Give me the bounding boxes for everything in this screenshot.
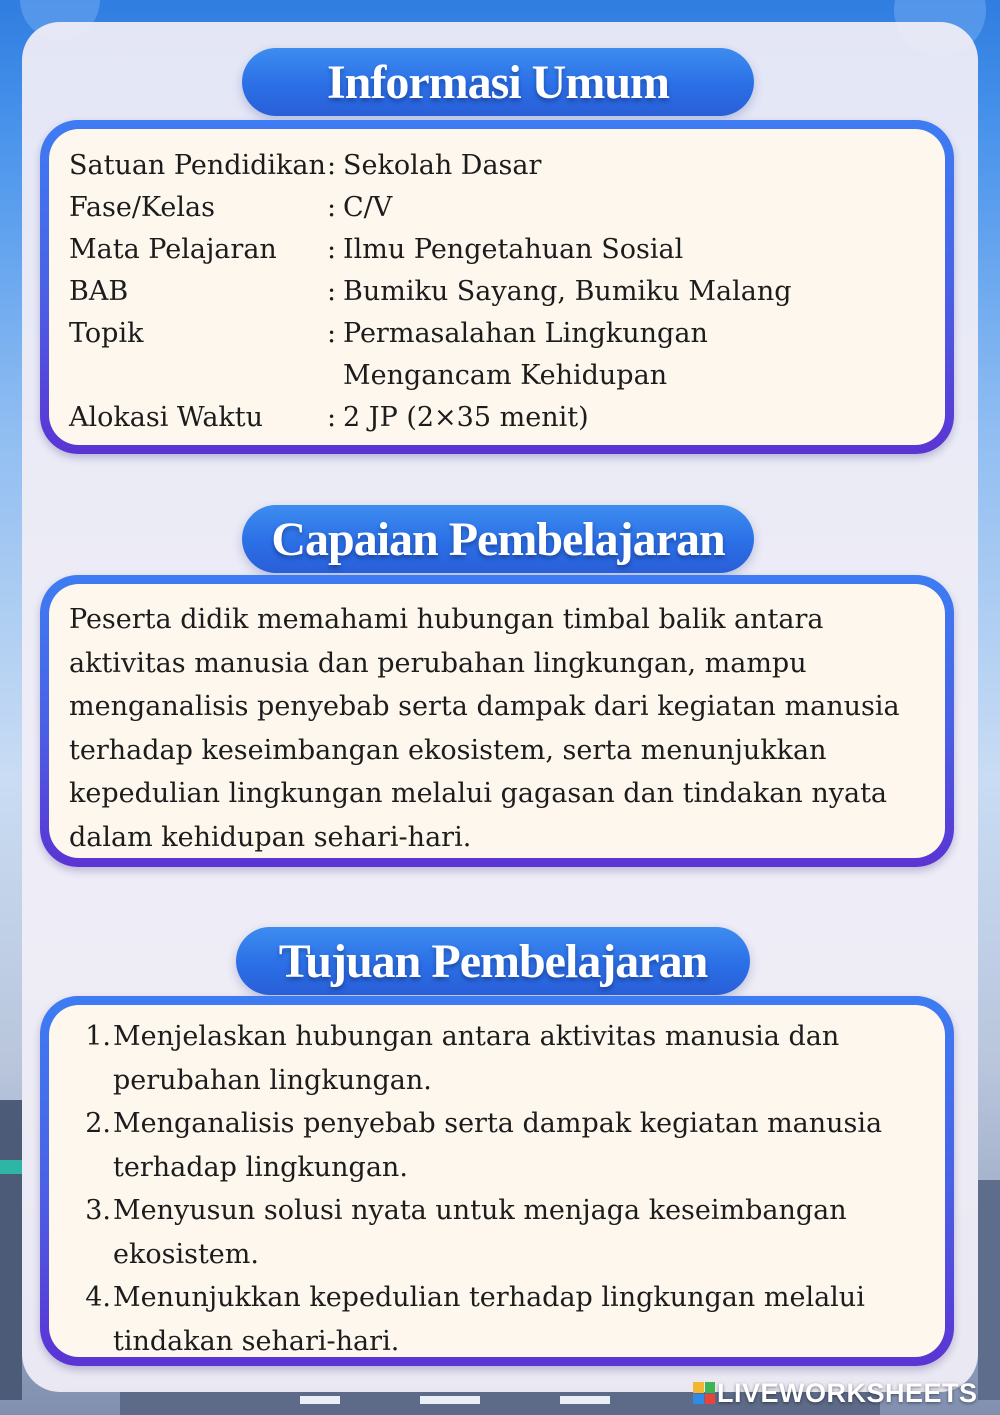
info-row-topik [69, 313, 883, 397]
info-value: C/V [343, 192, 393, 223]
list-item-text: Menjelaskan hubungan antara aktivitas manusia dan perubahan lingkungan. [113, 1021, 840, 1096]
tujuan-heading-text: Tujuan Pembelajaran [278, 934, 708, 988]
info-value: Sekolah Dasar [343, 150, 542, 181]
informasi-umum-box-inner [49, 129, 945, 445]
info-label: Topik [69, 318, 144, 349]
list-item-text: Menyusun solusi nyata untuk menjaga keseimbangan ekosistem. [113, 1195, 847, 1270]
tujuan-heading [236, 927, 750, 995]
list-item-number: 2. [85, 1108, 111, 1139]
liveworksheets-logo-icon [693, 1382, 715, 1404]
capaian-heading [242, 505, 754, 573]
info-colon: : [327, 192, 337, 223]
list-item-text: Menunjukkan kepedulian terhadap lingkungan melalui tindakan sehari-hari. [113, 1282, 865, 1357]
info-value: Ilmu Pengetahuan Sosial [343, 234, 684, 265]
tujuan-list [77, 1015, 905, 1363]
info-row-fase [69, 187, 883, 229]
list-item [77, 1189, 905, 1276]
info-label: Fase/Kelas [69, 192, 215, 223]
list-item [77, 1015, 905, 1102]
list-item [77, 1276, 905, 1363]
informasi-umum-heading [242, 48, 754, 116]
info-colon: : [327, 234, 337, 265]
list-item-number: 1. [85, 1021, 111, 1052]
info-colon: : [327, 318, 337, 349]
info-colon: : [327, 150, 337, 181]
info-row-bab [69, 271, 883, 313]
info-row-alokasi [69, 397, 883, 439]
info-row-mapel [69, 229, 883, 271]
capaian-box-inner [49, 584, 945, 858]
tujuan-box-inner [49, 1005, 945, 1357]
list-item [77, 1102, 905, 1189]
info-label: Satuan Pendidikan [69, 150, 326, 181]
list-item-number: 4. [85, 1282, 111, 1313]
info-colon: : [327, 402, 337, 433]
info-label: Mata Pelajaran [69, 234, 277, 265]
info-colon: : [327, 276, 337, 307]
tujuan-box [40, 996, 954, 1366]
info-value: Bumiku Sayang, Bumiku Malang [343, 276, 792, 307]
info-value: 2 JP (2×35 menit) [343, 402, 589, 433]
info-value: Permasalahan Lingkungan Mengancam Kehidupan [343, 318, 708, 391]
capaian-text: Peserta didik memahami hubungan timbal balik antara aktivitas manusia dan perubahan lingkungan, mampu menganalisis penyebab serta dampak dari kegiatan manusia terhadap keseimbangan ekosistem, serta menunjukkan kepedulian lingkungan melalui gagasan dan tindakan nyata dalam kehidupan sehari-hari. [69, 604, 900, 853]
info-label: BAB [69, 276, 129, 307]
informasi-umum-box [40, 120, 954, 454]
liveworksheets-watermark[interactable] [693, 1377, 993, 1409]
capaian-heading-text: Capaian Pembelajaran [271, 512, 725, 566]
capaian-box [40, 575, 954, 867]
watermark-text: LIVEWORKSHEETS [717, 1377, 978, 1408]
informasi-umum-table [69, 145, 883, 439]
informasi-umum-heading-text: Informasi Umum [327, 55, 669, 109]
list-item-text: Menganalisis penyebab serta dampak kegiatan manusia terhadap lingkungan. [113, 1108, 883, 1183]
info-row-satuan [69, 145, 883, 187]
info-label: Alokasi Waktu [69, 402, 264, 433]
list-item-number: 3. [85, 1195, 111, 1226]
